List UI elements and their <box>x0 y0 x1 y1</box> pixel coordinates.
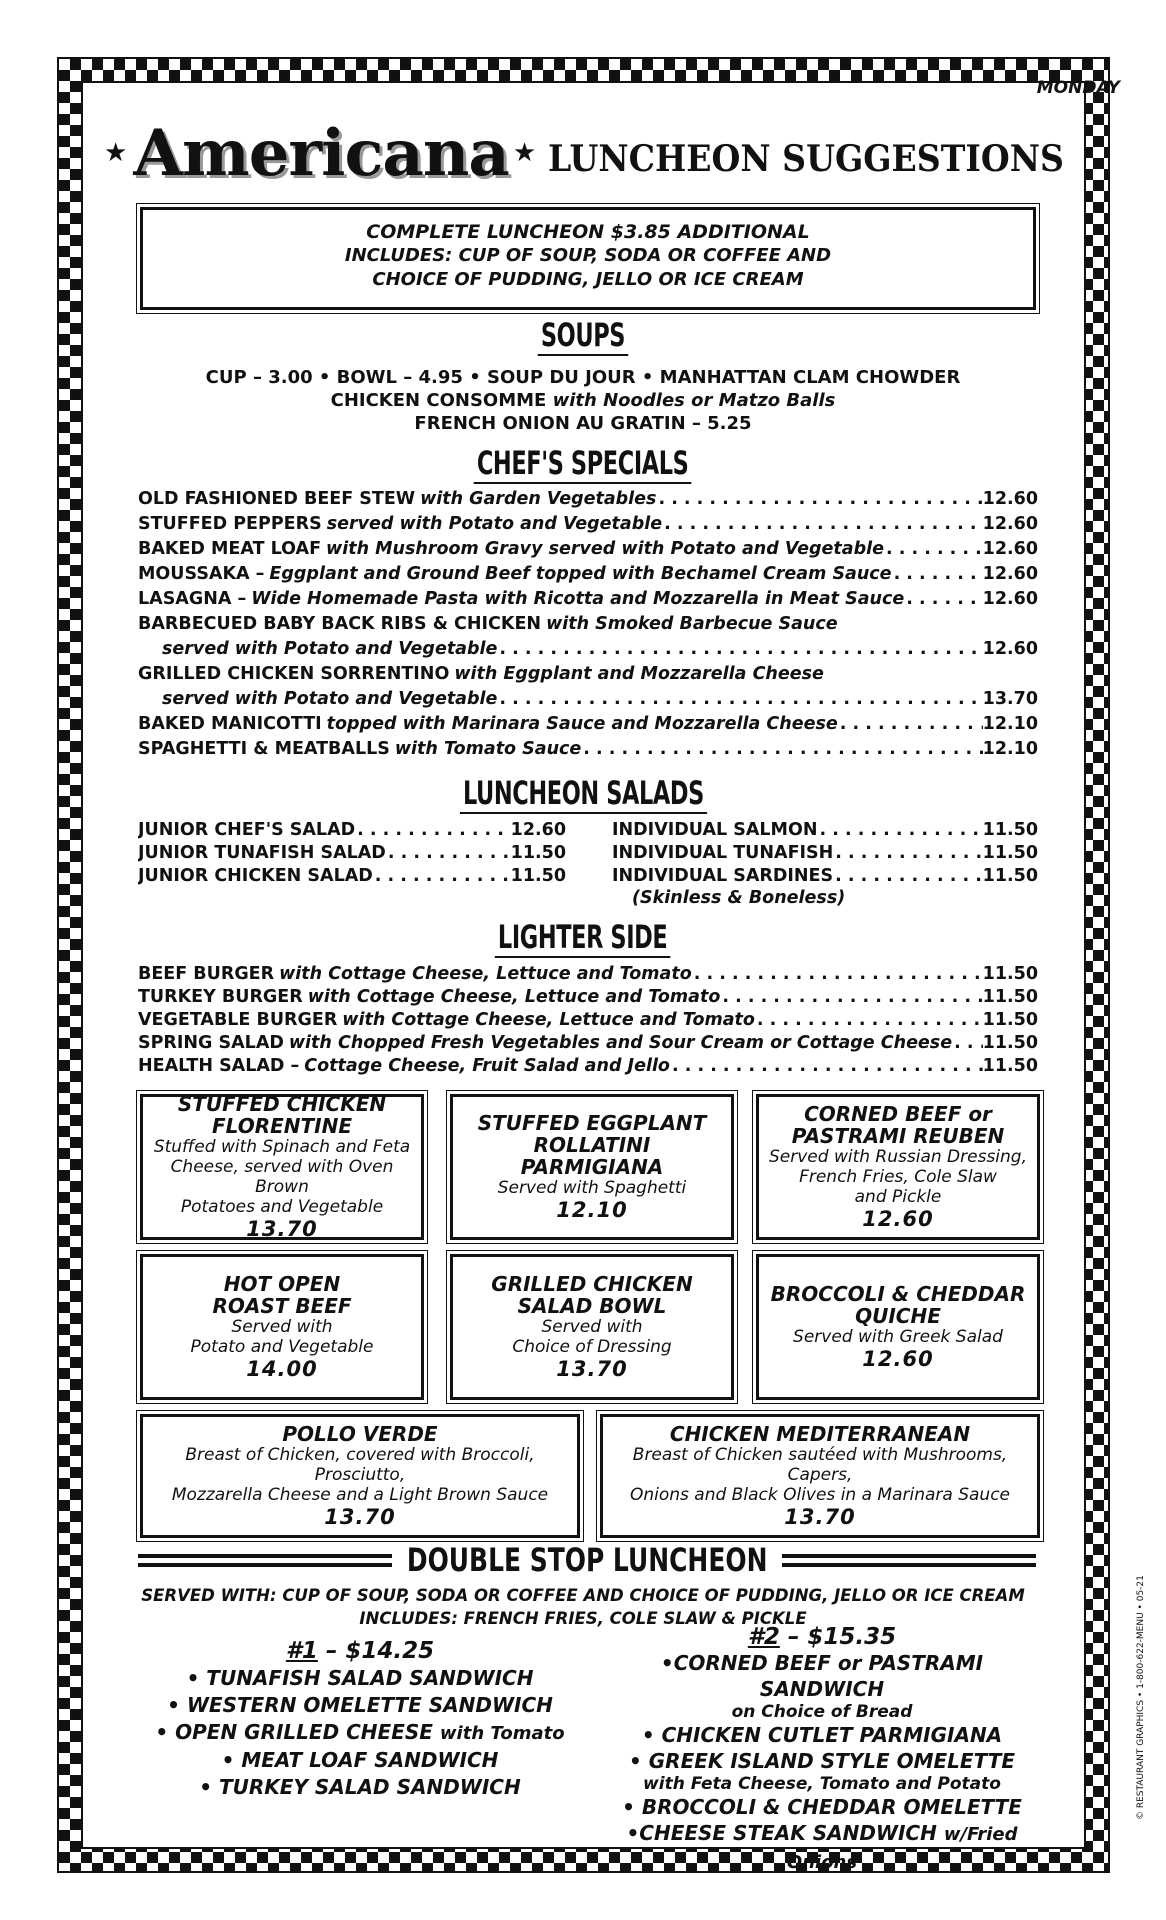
item-name: SPRING SALAD <box>138 1033 284 1053</box>
soups-text <box>0 366 1166 435</box>
chefs-special-item <box>138 712 1038 737</box>
item-name: BAKED MANICOTTI <box>138 714 322 734</box>
card-desc: Mozzarella Cheese and a Light Brown Sauce <box>171 1485 549 1505</box>
item-name: SPAGHETTI & MEATBALLS <box>138 739 390 759</box>
card-desc: Potato and Vegetable <box>190 1337 374 1357</box>
card-chicken-mediterranean <box>600 1414 1040 1538</box>
item-price: 12.60 <box>982 539 1038 559</box>
item-price: 12.60 <box>510 820 566 840</box>
card-title: ROAST BEEF <box>212 1294 352 1318</box>
card-title: SALAD BOWL <box>517 1294 667 1318</box>
section-chefs-specials <box>0 444 1166 484</box>
card-title: GRILLED CHICKEN <box>491 1272 693 1296</box>
item-name: JUNIOR CHEF'S SALAD <box>138 820 356 840</box>
item-desc: with Cottage Cheese, Lettuce and Tomato <box>279 964 692 984</box>
item-desc: topped with Marinara Sauce and Mozzarella Cheese <box>326 714 838 734</box>
double-line-1: SERVED WITH: CUP OF SOUP, SODA OR COFFEE AND CHOICE OF PUDDING, JELLO OR ICE CREAM <box>141 1586 1025 1605</box>
section-title: DOUBLE STOP LUNCHEON <box>406 1541 768 1579</box>
day-label: MONDAY <box>1036 78 1120 98</box>
item-price: 11.50 <box>982 820 1038 840</box>
lighter-side-item <box>138 986 1038 1009</box>
card-reuben <box>756 1094 1040 1240</box>
item-desc: with Garden Vegetables <box>420 489 657 509</box>
card-desc: Potatoes and Vegetable <box>180 1197 384 1217</box>
option-price: – $14.25 <box>325 1638 435 1664</box>
card-desc: French Fries, Cole Slaw <box>799 1167 997 1187</box>
item-name: BEEF BURGER <box>138 964 275 984</box>
option-item: • TUNAFISH SALAD SANDWICH <box>186 1666 534 1690</box>
salad-item <box>138 819 566 842</box>
salads-note: (Skinless & Boneless) <box>632 888 846 908</box>
item-desc: with Smoked Barbecue Sauce <box>546 614 838 634</box>
leader-dots <box>838 712 983 737</box>
card-title: BROCCOLI & CHEDDAR <box>770 1282 1026 1306</box>
item-name: GRILLED CHICKEN SORRENTINO <box>138 664 450 684</box>
option-item: •CHEESE STEAK SANDWICH <box>626 1821 937 1845</box>
card-title: PASTRAMI REUBEN <box>791 1124 1005 1148</box>
item-desc: served with Potato and Vegetable <box>162 689 498 709</box>
credit-text: © RESTAURANT GRAPHICS • 1-800-622-MENU • 05-21 <box>1136 1575 1146 1820</box>
star-icon: ★ <box>512 138 537 168</box>
card-desc: Cheese, served with Oven Brown <box>170 1157 394 1197</box>
double-stop-header <box>138 1540 1036 1580</box>
soups-line-2a: CHICKEN CONSOMME <box>330 390 547 411</box>
option-item: • CHICKEN CUTLET PARMIGIANA <box>641 1723 1003 1747</box>
lighter-side-item <box>138 1032 1038 1055</box>
item-name: BAKED MEAT LOAF <box>138 539 322 559</box>
chefs-special-item <box>138 487 1038 512</box>
section-lighter-side <box>0 918 1166 958</box>
card-title: CHICKEN MEDITERRANEAN <box>669 1422 971 1446</box>
option-item-note: with Feta Cheese, Tomato and Potato <box>643 1774 1001 1794</box>
item-desc: served with Potato and Vegetable <box>162 639 498 659</box>
section-title: CHEF'S SPECIALS <box>474 444 692 484</box>
complete-line-3: CHOICE OF PUDDING, JELLO OR ICE CREAM <box>372 269 804 290</box>
item-desc: Cottage Cheese, Fruit Salad and Jello <box>304 1056 670 1076</box>
complete-line-2: INCLUDES: CUP OF SOUP, SODA OR COFFEE AND <box>344 245 832 266</box>
leader-dots <box>497 637 982 662</box>
item-desc: with Tomato Sauce <box>394 739 582 759</box>
item-price: 13.70 <box>982 689 1038 709</box>
card-price: 14.00 <box>246 1357 318 1381</box>
item-name: JUNIOR TUNAFISH SALAD <box>138 843 386 863</box>
soups-line-2b: with Noodles or Matzo Balls <box>552 390 836 411</box>
card-title: POLLO VERDE <box>282 1422 438 1446</box>
chefs-special-item <box>138 587 1038 612</box>
card-desc: Breast of Chicken, covered with Broccoli, Prosciutto, <box>185 1445 535 1485</box>
item-name: TURKEY BURGER <box>138 987 303 1007</box>
item-name: OLD FASHIONED BEEF STEW <box>138 489 416 509</box>
card-desc: Served with <box>231 1317 333 1337</box>
card-desc: Onions and Black Olives in a Marinara Sauce <box>629 1485 1011 1505</box>
double-option-2 <box>596 1624 1048 1876</box>
divider <box>138 1554 392 1567</box>
card-price: 13.70 <box>324 1505 396 1529</box>
chefs-special-item <box>138 562 1038 587</box>
item-price: 11.50 <box>510 866 566 886</box>
option-item: • TURKEY SALAD SANDWICH <box>199 1775 521 1799</box>
chefs-special-item <box>138 687 1038 712</box>
leader-dots <box>817 819 982 842</box>
card-price: 12.60 <box>862 1207 934 1231</box>
option-number: #2 <box>747 1624 780 1650</box>
leader-dots <box>386 842 511 865</box>
leader-dots <box>355 819 510 842</box>
complete-line-1: COMPLETE LUNCHEON $3.85 ADDITIONAL <box>366 221 810 243</box>
item-name: BARBECUED BABY BACK RIBS & CHICKEN <box>138 614 542 634</box>
card-title: QUICHE <box>855 1304 941 1328</box>
leader-dots <box>833 842 982 865</box>
option-number: #1 <box>285 1638 318 1664</box>
card-broccoli-quiche <box>756 1254 1040 1400</box>
card-stuffed-eggplant <box>450 1094 734 1240</box>
item-desc: served with Potato and Vegetable <box>326 514 663 534</box>
card-price: 13.70 <box>784 1505 856 1529</box>
leader-dots <box>497 687 982 712</box>
item-price: 11.50 <box>982 843 1038 863</box>
option-item: • WESTERN OMELETTE SANDWICH <box>167 1693 553 1717</box>
leader-dots <box>656 487 982 512</box>
soups-line-1: CUP – 3.00 • BOWL – 4.95 • SOUP DU JOUR • MANHATTAN CLAM CHOWDER <box>205 367 961 388</box>
salad-item <box>612 865 1038 888</box>
item-desc: with Mushroom Gravy served with Potato and Vegetable <box>326 539 884 559</box>
card-desc: Served with Russian Dressing, <box>769 1147 1027 1167</box>
item-price: 12.60 <box>982 514 1038 534</box>
card-title: ROLLATINI <box>533 1133 651 1157</box>
leader-dots <box>662 512 983 537</box>
item-name: HEALTH SALAD – <box>138 1056 300 1076</box>
section-soups <box>0 316 1166 356</box>
item-name: LASAGNA – <box>138 589 247 609</box>
divider <box>782 1554 1036 1567</box>
leader-dots <box>692 963 983 986</box>
leader-dots <box>720 986 982 1009</box>
complete-luncheon-box <box>140 207 1036 310</box>
item-name: INDIVIDUAL SARDINES <box>612 866 834 886</box>
double-option-1 <box>140 1638 580 1801</box>
chefs-special-item <box>138 612 1038 637</box>
card-price: 13.70 <box>556 1357 628 1381</box>
brand-logo: Americana <box>133 116 509 191</box>
chefs-special-item <box>138 637 1038 662</box>
leader-dots <box>755 1009 983 1032</box>
leader-dots <box>952 1032 983 1055</box>
card-grilled-chicken-salad-bowl <box>450 1254 734 1400</box>
card-title: STUFFED EGGPLANT <box>477 1111 707 1135</box>
lighter-side-item <box>138 1009 1038 1032</box>
option-item-note: on Choice of Bread <box>731 1702 913 1722</box>
page-subtitle: LUNCHEON SUGGESTIONS <box>548 138 1065 180</box>
item-price: 12.60 <box>982 489 1038 509</box>
card-desc: Served with Spaghetti <box>497 1178 687 1198</box>
option-item: • OPEN GRILLED CHEESE <box>155 1720 433 1744</box>
chefs-special-item <box>138 737 1038 762</box>
item-name: INDIVIDUAL SALMON <box>612 820 818 840</box>
option-item: •CORNED BEEF or PASTRAMI SANDWICH <box>660 1651 984 1701</box>
card-title: PARMIGIANA <box>520 1155 664 1179</box>
salad-item <box>612 819 1038 842</box>
leader-dots <box>670 1055 983 1078</box>
section-luncheon-salads <box>0 774 1166 814</box>
card-title: HOT OPEN <box>223 1272 341 1296</box>
option-item: • GREEK ISLAND STYLE OMELETTE <box>629 1749 1015 1773</box>
section-title: LIGHTER SIDE <box>495 918 671 958</box>
card-title: CORNED BEEF or <box>804 1102 992 1126</box>
card-price: 12.60 <box>862 1347 934 1371</box>
item-price: 11.50 <box>982 1033 1038 1053</box>
chefs-special-item <box>138 537 1038 562</box>
salad-item <box>138 842 566 865</box>
soups-line-3: FRENCH ONION AU GRATIN – 5.25 <box>414 413 752 434</box>
card-desc: Served with Greek Salad <box>793 1327 1003 1347</box>
star-icon: ★ <box>104 138 128 168</box>
item-desc: with Cottage Cheese, Lettuce and Tomato <box>342 1010 755 1030</box>
card-desc: Choice of Dressing <box>512 1337 672 1357</box>
option-price: – $15.35 <box>787 1624 897 1650</box>
leader-dots <box>904 587 982 612</box>
option-item-note: w/Fried Onions <box>786 1824 1018 1873</box>
item-price: 12.10 <box>982 714 1038 734</box>
item-desc: Wide Homemade Pasta with Ricotta and Mozzarella in Meat Sauce <box>251 589 905 609</box>
item-price: 11.50 <box>982 964 1038 984</box>
item-desc: with Cottage Cheese, Lettuce and Tomato <box>307 987 721 1007</box>
item-desc: with Chopped Fresh Vegetables and Sour Cream or Cottage Cheese <box>288 1033 953 1053</box>
lighter-side-item <box>138 1055 1038 1078</box>
card-title: STUFFED CHICKEN <box>177 1092 387 1116</box>
option-item-note: with Tomato <box>439 1723 565 1744</box>
leader-dots <box>833 865 983 888</box>
lighter-side-item <box>138 963 1038 986</box>
leader-dots <box>884 537 983 562</box>
card-hot-open-roast-beef <box>140 1254 424 1400</box>
item-name: VEGETABLE BURGER <box>138 1010 338 1030</box>
item-name: JUNIOR CHICKEN SALAD <box>138 866 373 886</box>
option-item: • BROCCOLI & CHEDDAR OMELETTE <box>622 1795 1022 1819</box>
item-price: 11.50 <box>982 866 1038 886</box>
card-price: 12.10 <box>556 1198 628 1222</box>
item-price: 11.50 <box>982 1056 1038 1076</box>
salad-item <box>138 865 566 888</box>
leader-dots <box>373 865 511 888</box>
card-stuffed-chicken <box>140 1094 424 1240</box>
item-price: 12.60 <box>982 589 1038 609</box>
header <box>104 96 1065 191</box>
item-desc: Eggplant and Ground Beef topped with Bechamel Cream Sauce <box>269 564 892 584</box>
item-price: 12.10 <box>982 739 1038 759</box>
item-price: 11.50 <box>510 843 566 863</box>
item-price: 11.50 <box>982 1010 1038 1030</box>
card-pollo-verde <box>140 1414 580 1538</box>
double-line-2: INCLUDES: FRENCH FRIES, COLE SLAW & PICKLE <box>359 1609 807 1628</box>
chefs-special-item <box>138 662 1038 687</box>
chefs-special-item <box>138 512 1038 537</box>
item-price: 12.60 <box>982 639 1038 659</box>
item-price: 12.60 <box>982 564 1038 584</box>
card-desc: Stuffed with Spinach and Feta <box>153 1137 411 1157</box>
card-desc: and Pickle <box>854 1187 942 1207</box>
card-desc: Breast of Chicken sautéed with Mushrooms, Capers, <box>632 1445 1008 1485</box>
card-title: FLORENTINE <box>212 1114 352 1138</box>
item-name: INDIVIDUAL TUNAFISH <box>612 843 834 863</box>
section-title: SOUPS <box>538 316 628 356</box>
salad-item <box>612 842 1038 865</box>
option-item: • MEAT LOAF SANDWICH <box>221 1748 499 1772</box>
item-price: 11.50 <box>982 987 1038 1007</box>
leader-dots <box>581 737 982 762</box>
item-name: STUFFED PEPPERS <box>138 514 322 534</box>
item-name: MOUSSAKA – <box>138 564 265 584</box>
card-price: 13.70 <box>246 1217 318 1241</box>
item-desc: with Eggplant and Mozzarella Cheese <box>454 664 824 684</box>
card-desc: Served with <box>541 1317 643 1337</box>
section-title: LUNCHEON SALADS <box>459 774 706 814</box>
leader-dots <box>892 562 983 587</box>
